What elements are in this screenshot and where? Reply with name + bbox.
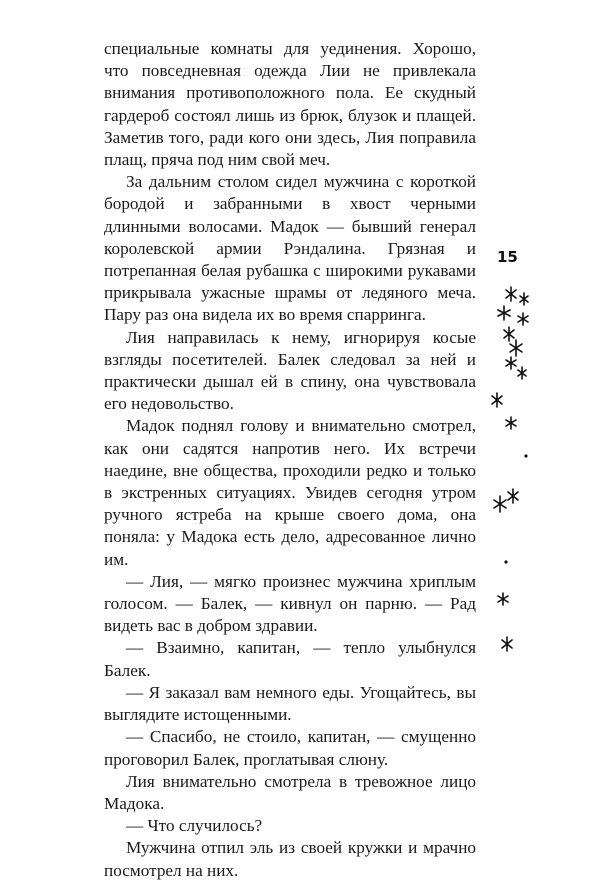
dot-icon [504,560,507,563]
star-icon [518,313,528,325]
star-icon [498,593,508,605]
dot-icon [524,454,527,457]
paragraph: Мадок поднял голову и внимательно смотрел, как они садятся напротив него. Их встречи наедине, вне общества, проходили редко и только в экстренных ситуациях. Увидев сегодня утром ручного ястреба на крыше своего дома, она поняла: у Мадока есть дело, адресованное лично им. [104,416,476,569]
star-icon [506,357,516,369]
star-icon [506,287,516,301]
star-icon [504,327,514,341]
star-icon [506,417,516,429]
star-icon [520,293,528,305]
star-icon [492,393,502,407]
star-icon [502,637,512,651]
paragraph: — Взаимно, капитан, — тепло улыбнулся Балек. [104,638,476,680]
paragraph: Мужчина отпил эль из своей кружки и мрачно посмотрел на них. [104,838,476,880]
star-icon [498,306,510,320]
star-icon [518,367,526,379]
paragraph: За дальним столом сидел мужчина с короткой бородой и забранными в хвост черными длинными волосами. Мадок — бывший генерал королевской армии Рэндалина. Грязная и потрепанная белая рубашка с широкими рукавами прикрывала ужасные шрамы от ледяного меча. Пару раз она видела их во время спарринга. [104,172,476,325]
paragraph: специальные комнаты для уединения. Хорошо, что повседневная одежда Лии не привлекала внимания противоположного пола. Ее скудный гардероб состоял лишь из брюк, блузок и плащей. Заметив того, ради кого они здесь, Лия поправила плащ, пряча под ним свой меч. [104,39,476,170]
paragraph: — Я заказал вам немного еды. Угощайтесь, вы выглядите истощенными. [104,682,476,725]
star-icon [508,489,518,503]
paragraph: Лия направилась к нему, игнорируя косые взгляды посетителей. Балек следовал за ней и практически дышал ей в спину, она чувствовала его недовольство. [104,327,476,414]
star-icon [494,496,506,512]
stars-decoration-icon [470,270,550,670]
star-icon [510,340,522,356]
page-number: 15 [497,248,518,266]
paragraph: — Спасибо, не стоило, капитан, — смущенно проговорил Балек, проглатывая слюну. [104,727,476,769]
paragraph: Лия внимательно смотрела в тревожное лицо Мадока. [104,771,476,813]
paragraph: — Что случилось? [126,816,263,836]
page-body-text [104,38,476,882]
paragraph: — Лия, — мягко произнес мужчина хриплым голосом. — Балек, — кивнул он парню. — Рад видеть вас в добром здравии. [104,571,476,636]
